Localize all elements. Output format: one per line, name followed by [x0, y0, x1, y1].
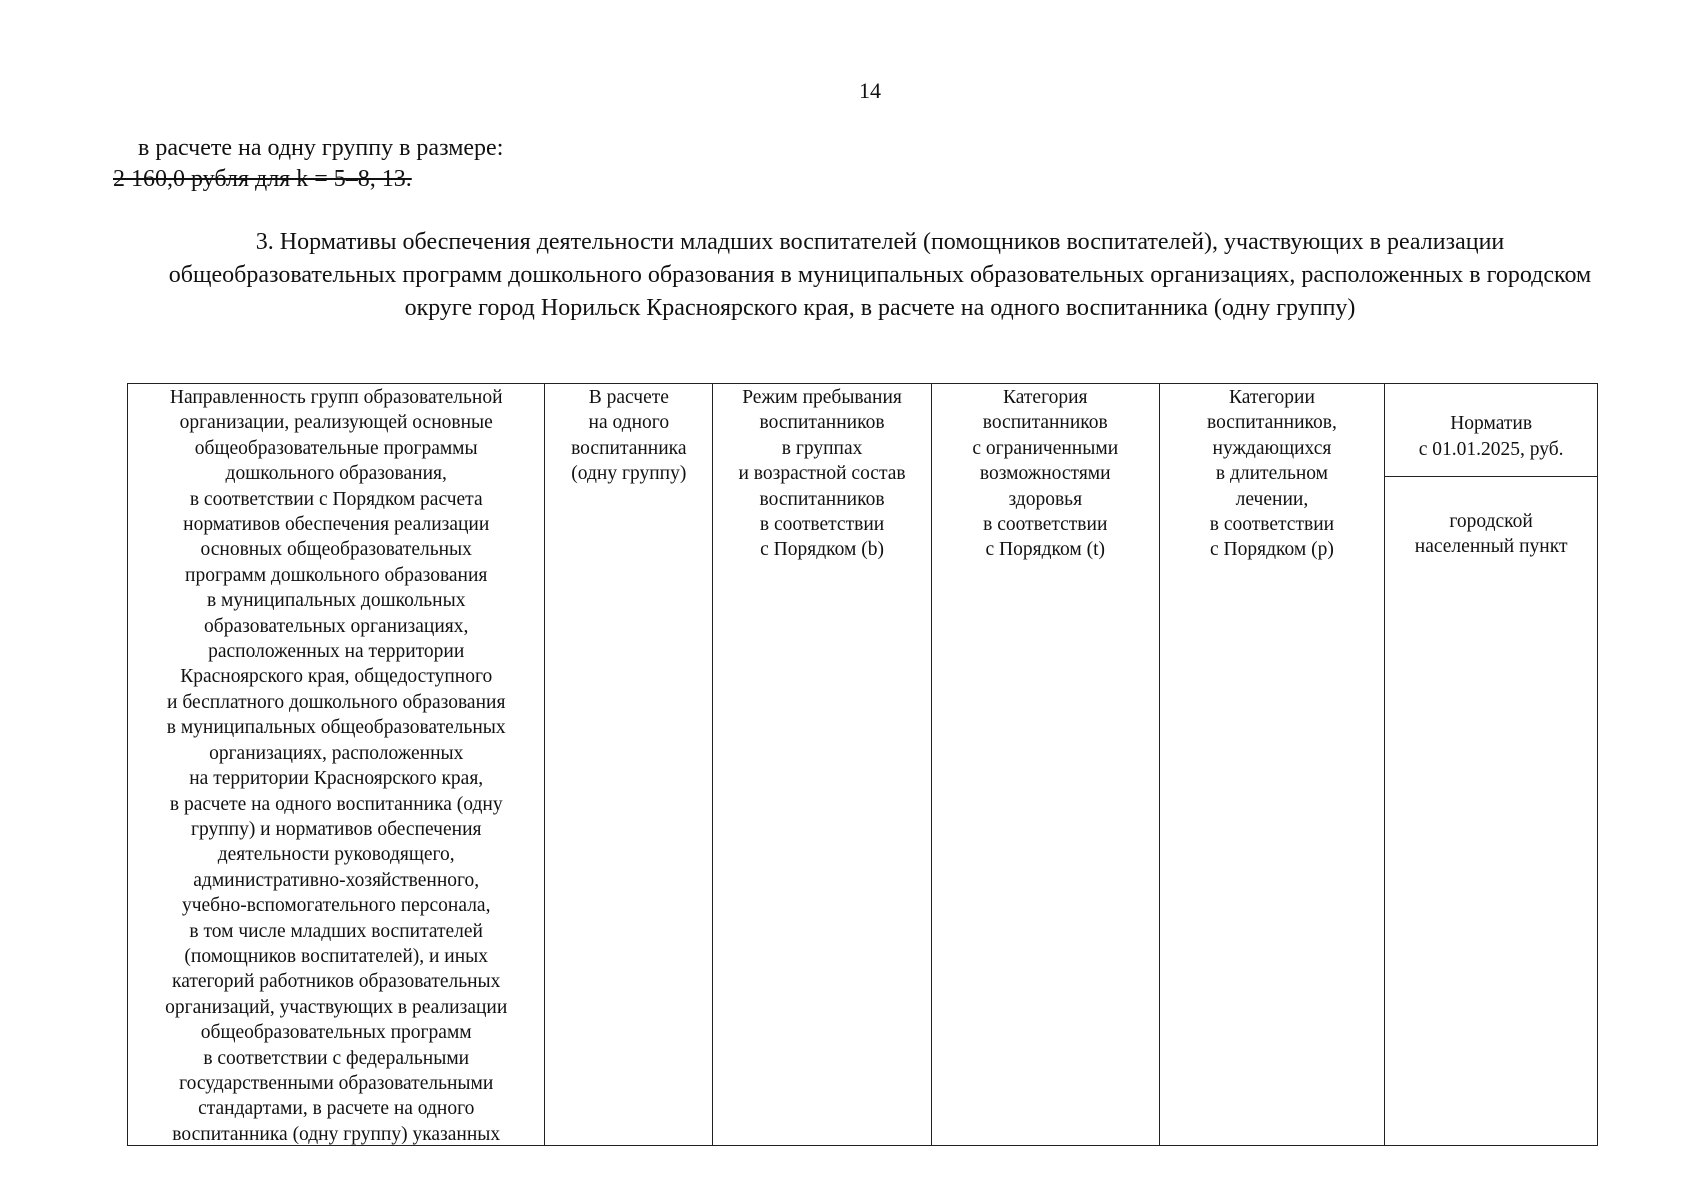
header-per-pupil: В расчете на одного воспитанника (одну группу) [545, 384, 713, 1145]
intro-line-1: в расчете на одну группу в размере: [138, 135, 504, 161]
norms-table [127, 383, 1598, 1146]
intro-text [113, 133, 504, 195]
header-norm: Норматив с 01.01.2025, руб. [1385, 409, 1597, 477]
header-norm-urban: городской населенный пункт [1414, 510, 1568, 558]
header-disability-category: Категория воспитанников с ограниченными возможностями здоровья в соответствии с Порядком (t) [932, 384, 1160, 1145]
section-heading: 3. Нормативы обеспечения деятельности младших воспитателей (помощников воспитателей), участвующих в реализации общеобразовательных программ дошкольного образования в муниципальных образовательных организациях, расположенных в городском округе город Норильск Красноярского края, в расчете на одного воспитанника (одну группу) [168, 229, 1592, 321]
header-norm-column [1385, 384, 1597, 1145]
header-long-treatment-category: Категории воспитанников, нуждающихся в длительном лечении, в соответствии с Порядком (p) [1160, 384, 1386, 1145]
header-group-direction: Направленность групп образовательной организации, реализующей основные общеобразовательные программы дошкольного образования, в соответствии с Порядком расчета нормативов обеспечения реализации основных общеобразовательных программ дошкольного образования в муниципальных дошкольных образовательных организациях, расположенных на территории Красноярского края, общедоступного и бесплатного дошкольного образования в муниципальных общеобразовательных организациях, расположенных на территории Красноярского края, в расчете на одного воспитанника (одну группу) и нормативов обеспечения деятельности руководящего, административно-хозяйственного, учебно-вспомогательного персонала, в том числе младших воспитателей (помощников воспитателей), и иных категорий работников образовательных организаций, участвующих в реализации общеобразовательных программ в соответствии с федеральными государственными образовательными стандартами, в расчете на одного воспитанника (одну группу) указанных [128, 384, 545, 1145]
intro-line-2: 2 160,0 рубля для k = 5–8, 13. [113, 166, 412, 192]
header-stay-mode: Режим пребывания воспитанников в группах и возрастной состав воспитанников в соответствии с Порядком (b) [713, 384, 932, 1145]
page-number: 14 [859, 78, 881, 103]
